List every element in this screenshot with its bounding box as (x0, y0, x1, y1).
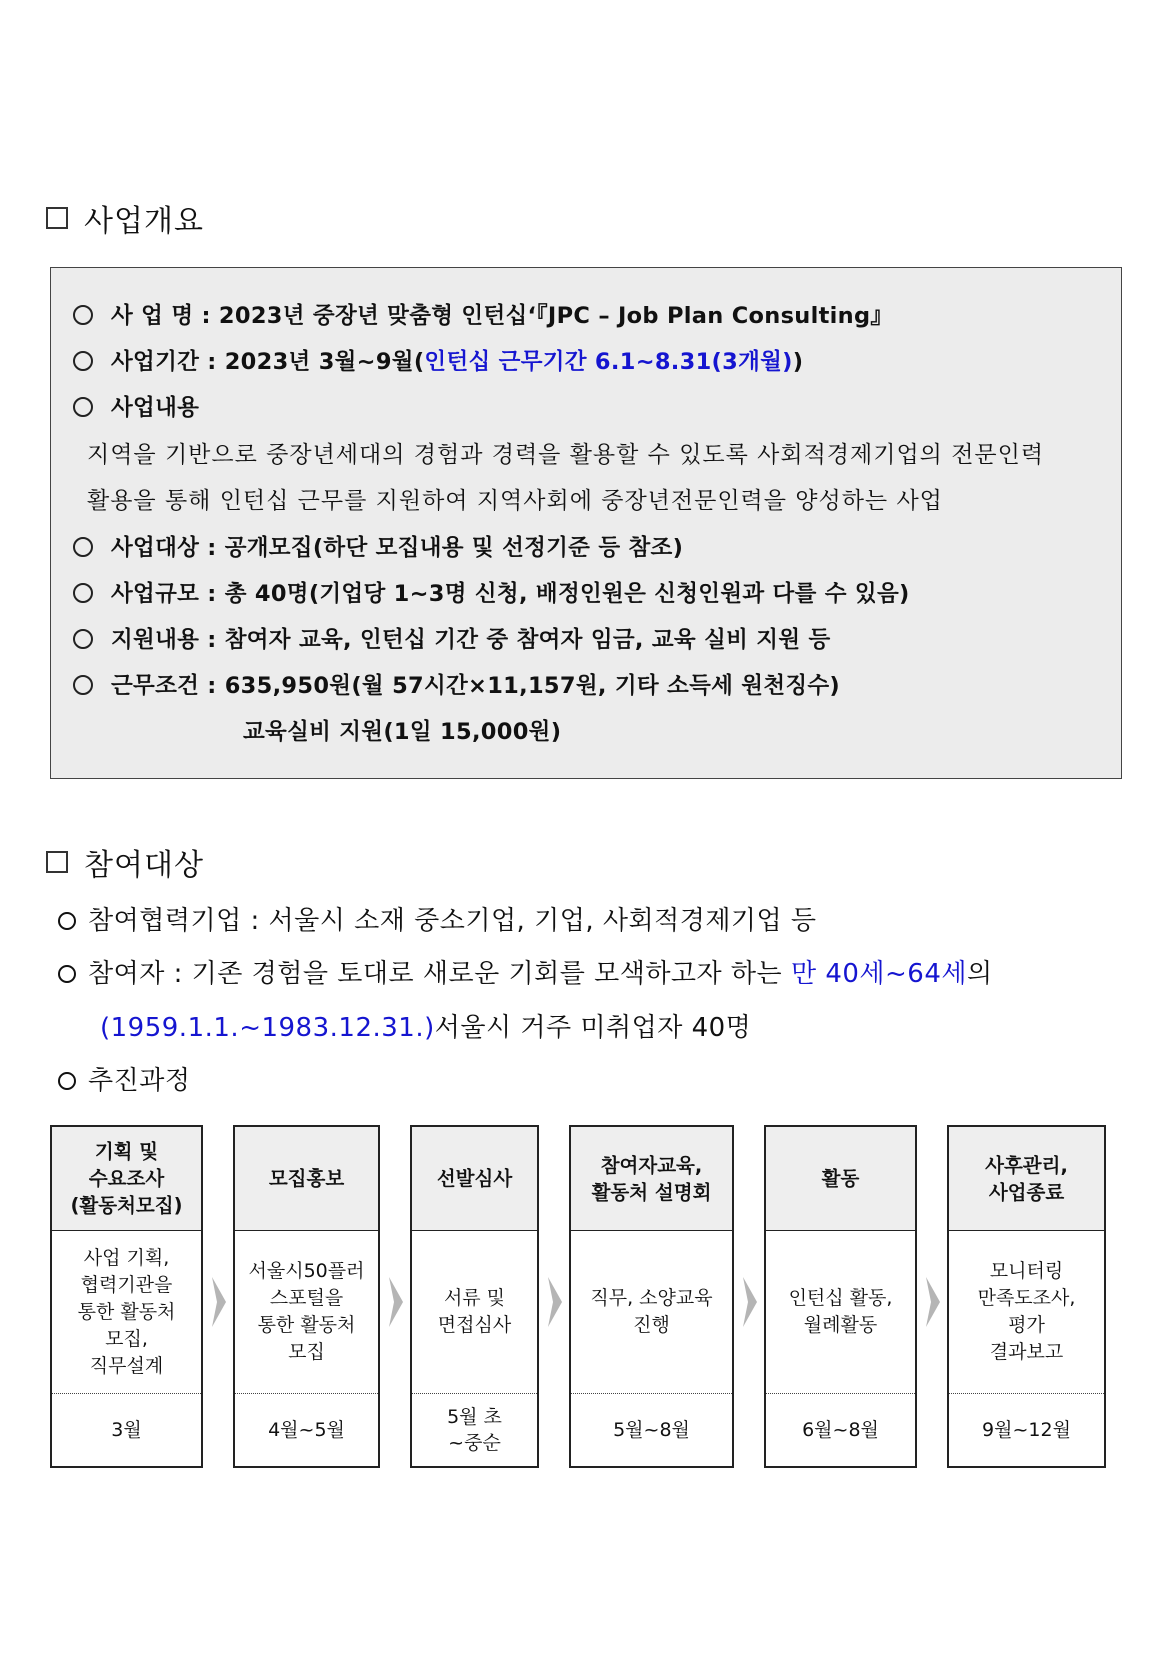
overview-line-period (73, 344, 803, 376)
stage-title: 선발심사 (412, 1127, 537, 1231)
circle-bullet-icon (73, 537, 93, 557)
stage-title: 활동 (766, 1127, 915, 1231)
stage-description: 직무, 소양교육 진행 (571, 1231, 732, 1394)
circle-bullet-icon (73, 675, 93, 695)
companies-text: 참여협력기업 : 서울시 소재 중소기업, 기업, 사회적경제기업 등 (88, 906, 817, 936)
circle-bullet-icon (73, 583, 93, 603)
people-suffix: 의 (967, 959, 993, 989)
stage-description: 서류 및 면접심사 (412, 1231, 537, 1394)
chevron-right-icon (741, 1275, 759, 1329)
process-stage-education (569, 1125, 734, 1468)
people-age-highlight: 만 40세~64세 (790, 959, 968, 989)
overview-line-content (73, 390, 199, 422)
stage-description: 사업 기획, 협력기관을 통한 활동처 모집, 직무설계 (52, 1231, 201, 1394)
stage-title: 모집홍보 (235, 1127, 378, 1231)
section-title-text: 참여대상 (84, 848, 204, 883)
overview-period-highlight: 인턴십 근무기간 6.1~8.31(3개월) (424, 349, 793, 375)
circle-bullet-icon (73, 397, 93, 417)
overview-conditions-text: 근무조건 : 635,950원(월 57시간×11,157원, 기타 소득세 원천징수) (111, 673, 841, 699)
overview-line-target (73, 530, 683, 562)
overview-period-suffix: ) (792, 349, 804, 375)
process-stage-selection (410, 1125, 539, 1468)
process-stage-activity (764, 1125, 917, 1468)
overview-description-2: 활용을 통해 인턴십 근무를 지원하여 지역사회에 중장년전문인력을 양성하는 사업 (87, 488, 943, 514)
overview-line-allowance: 교육실비 지원(1일 15,000원) (243, 719, 562, 745)
section-title-participants (46, 840, 204, 884)
stage-period: 4월~5월 (268, 1419, 345, 1441)
circle-bullet-icon (73, 351, 93, 371)
section-title-overview (46, 196, 204, 240)
stage-title: 사후관리, 사업종료 (949, 1127, 1104, 1231)
overview-period-text: 사업기간 : 2023년 3월~9월( (111, 349, 425, 375)
stage-description: 인턴십 활동, 월례활동 (766, 1231, 915, 1394)
stage-description: 서울시50플러 스포털을 통한 활동처 모집 (235, 1231, 378, 1394)
overview-description-1: 지역을 기반으로 중장년세대의 경험과 경력을 활용할 수 있도록 사회적경제기업의 전문인력 (87, 442, 1045, 468)
overview-target-text: 사업대상 : 공개모집(하단 모집내용 및 선정기준 등 참조) (111, 535, 684, 561)
chevron-right-icon (210, 1275, 228, 1329)
circle-bullet-icon (73, 305, 93, 325)
circle-bullet-icon (58, 1072, 76, 1090)
stage-description: 모니터링 만족도조사, 평가 결과보고 (949, 1231, 1104, 1394)
process-label-text: 추진과정 (88, 1066, 191, 1096)
checkbox-square-icon (46, 207, 68, 229)
process-stage-promotion (233, 1125, 380, 1468)
stage-period: 9월~12월 (982, 1419, 1071, 1441)
checkbox-square-icon (46, 851, 68, 873)
overview-line-scale (73, 576, 910, 608)
overview-box (50, 267, 1122, 779)
stage-period: 5월~8월 (613, 1419, 690, 1441)
circle-bullet-icon (58, 965, 76, 983)
participants-companies (58, 900, 817, 937)
process-label (58, 1060, 190, 1097)
people-residence-text: 서울시 거주 미취업자 40명 (434, 1013, 752, 1043)
overview-name-text: 사 업 명 : 2023년 중장년 맞춤형 인턴십‘『JPC – Job Plan Consulting』 (111, 303, 894, 329)
overview-content-label: 사업내용 (111, 395, 200, 421)
people-text: 참여자 : 기존 경험을 토대로 새로운 기회를 모색하고자 하는 (88, 959, 791, 989)
chevron-right-icon (546, 1275, 564, 1329)
stage-title: 기획 및 수요조사 (활동처모집) (52, 1127, 201, 1231)
process-stage-followup (947, 1125, 1106, 1468)
circle-bullet-icon (58, 912, 76, 930)
participants-people (58, 953, 993, 990)
overview-line-conditions (73, 668, 840, 700)
overview-line-name (73, 298, 893, 330)
circle-bullet-icon (73, 629, 93, 649)
stage-period: 5월 초 ~중순 (447, 1406, 502, 1454)
stage-period: 6월~8월 (802, 1419, 879, 1441)
stage-period: 3월 (111, 1419, 142, 1441)
chevron-right-icon (387, 1275, 405, 1329)
participants-people-2 (100, 1007, 751, 1044)
birthdate-range-highlight: (1959.1.1.~1983.12.31.) (100, 1013, 435, 1043)
chevron-right-icon (924, 1275, 942, 1329)
stage-title: 참여자교육, 활동처 설명회 (571, 1127, 732, 1231)
overview-support-text: 지원내용 : 참여자 교육, 인턴십 기간 중 참여자 임금, 교육 실비 지원 등 (111, 627, 831, 653)
overview-scale-text: 사업규모 : 총 40명(기업당 1~3명 신청, 배정인원은 신청인원과 다를 수 있음) (111, 581, 910, 607)
process-stage-planning (50, 1125, 203, 1468)
overview-line-support (73, 622, 831, 654)
section-title-text: 사업개요 (84, 204, 204, 239)
